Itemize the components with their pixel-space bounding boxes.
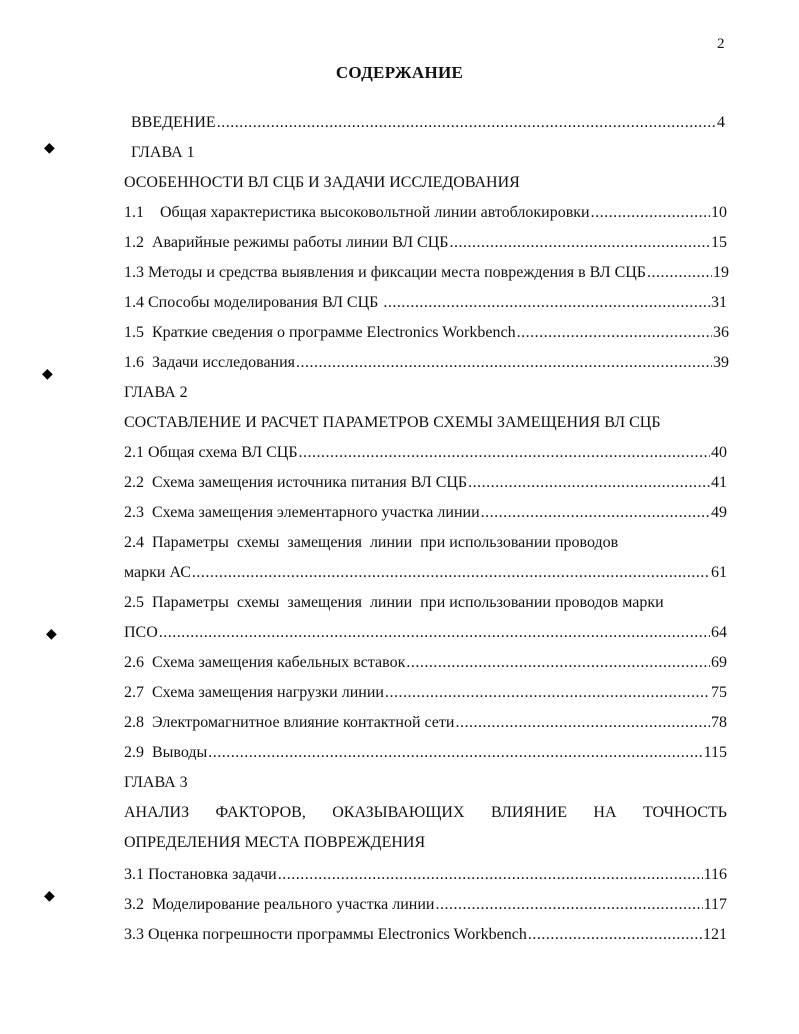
chapter-3-label: ГЛАВА 3	[124, 774, 188, 791]
toc-entry[interactable]: 2.1 Общая схема ВЛ СЦБ ..... 40	[124, 443, 727, 463]
toc-entry[interactable]: 2.2 Схема замещения источника питания ВЛ СЦБ ..... 41	[124, 473, 727, 493]
toc-entry[interactable]: 1.5 Краткие сведения о программе Electronics Workbench ..... 36	[124, 323, 729, 343]
toc-entry[interactable]: 1.2 Аварийные режимы работы линии ВЛ СЦБ ..... 15	[124, 233, 727, 253]
leader-dots	[528, 925, 702, 945]
chapter-3-title-cont: ОПРЕДЕЛЕНИЯ МЕСТА ПОВРЕЖДЕНИЯ	[124, 834, 426, 851]
toc-entry[interactable]: 2.8 Электромагнитное влияние контактной сети ..... 78	[124, 713, 727, 733]
leader-dots	[296, 353, 712, 373]
toc-entry[interactable]: ПСО ..... 64	[124, 623, 727, 643]
leader-dots	[449, 233, 710, 253]
toc-entry[interactable]: 2.3 Схема замещения элементарного участка линии ..... 49	[124, 503, 727, 523]
binding-hole-mark: ◆	[44, 889, 55, 904]
leader-dots	[208, 743, 702, 763]
binding-hole-mark: ◆	[42, 367, 53, 382]
leader-dots	[278, 865, 703, 885]
leader-dots	[435, 895, 702, 915]
leader-dots	[192, 563, 710, 583]
chapter-2-label: ГЛАВА 2	[124, 384, 188, 401]
binding-hole-mark: ◆	[44, 141, 55, 156]
toc-entry-text: 2.4 Параметры схемы замещения линии при использовании проводов	[124, 534, 619, 551]
page-number: 2	[717, 36, 725, 52]
chapter-3-title: АНАЛИЗ ФАКТОРОВ, ОКАЗЫВАЮЩИХ ВЛИЯНИЕ НА ТОЧНОСТЬ	[124, 804, 727, 821]
toc-entry-text: 2.5 Параметры схемы замещения линии при использовании проводов марки	[124, 594, 664, 611]
leader-dots	[517, 323, 712, 343]
toc-entry[interactable]: 2.7 Схема замещения нагрузки линии ..... 75	[124, 683, 727, 703]
leader-dots	[406, 653, 710, 673]
chapter-2-title: СОСТАВЛЕНИЕ И РАСЧЕТ ПАРАМЕТРОВ СХЕМЫ ЗАМЕЩЕНИЯ ВЛ СЦБ	[124, 414, 661, 431]
leader-dots	[159, 623, 710, 643]
leader-dots	[383, 293, 710, 313]
chapter-1-title: ОСОБЕННОСТИ ВЛ СЦБ И ЗАДАЧИ ИССЛЕДОВАНИЯ	[124, 174, 520, 191]
toc-title: СОДЕРЖАНИЕ	[335, 63, 464, 82]
toc-entry[interactable]: 1.1 Общая характеристика высоковольтной линии автоблокировки ..... 10	[124, 203, 727, 223]
chapter-1-label: ГЛАВА 1	[131, 144, 195, 161]
toc-entry[interactable]: 1.4 Способы моделирования ВЛ СЦБ ..... 31	[124, 293, 727, 313]
toc-entry[interactable]: 3.1 Постановка задачи ..... 116	[124, 865, 727, 885]
toc-entry[interactable]: марки АС ..... 61	[124, 563, 727, 583]
toc-entry[interactable]: 3.3 Оценка погрешности программы Electronics Workbench ..... 121	[124, 925, 727, 945]
leader-dots	[455, 713, 710, 733]
toc-entry[interactable]: 1.6 Задачи исследования ..... 39	[124, 353, 729, 373]
leader-dots	[385, 683, 710, 703]
leader-dots	[481, 503, 710, 523]
toc-entry[interactable]: 2.6 Схема замещения кабельных вставок ..... 69	[124, 653, 727, 673]
binding-hole-mark: ◆	[46, 627, 57, 642]
leader-dots	[299, 443, 710, 463]
toc-entry[interactable]: 1.3 Методы и средства выявления и фиксации места повреждения в ВЛ СЦБ ..... 19	[124, 263, 729, 283]
leader-dots	[591, 203, 710, 223]
leader-dots	[217, 113, 716, 133]
leader-dots	[468, 473, 710, 493]
toc-entry[interactable]: 3.2 Моделирование реального участка линии ..... 117	[124, 895, 727, 915]
toc-entry-intro[interactable]: ВВЕДЕНИЕ ..... 4	[131, 113, 725, 133]
leader-dots	[647, 263, 712, 283]
toc-entry[interactable]: 2.9 Выводы ..... 115	[124, 743, 727, 763]
